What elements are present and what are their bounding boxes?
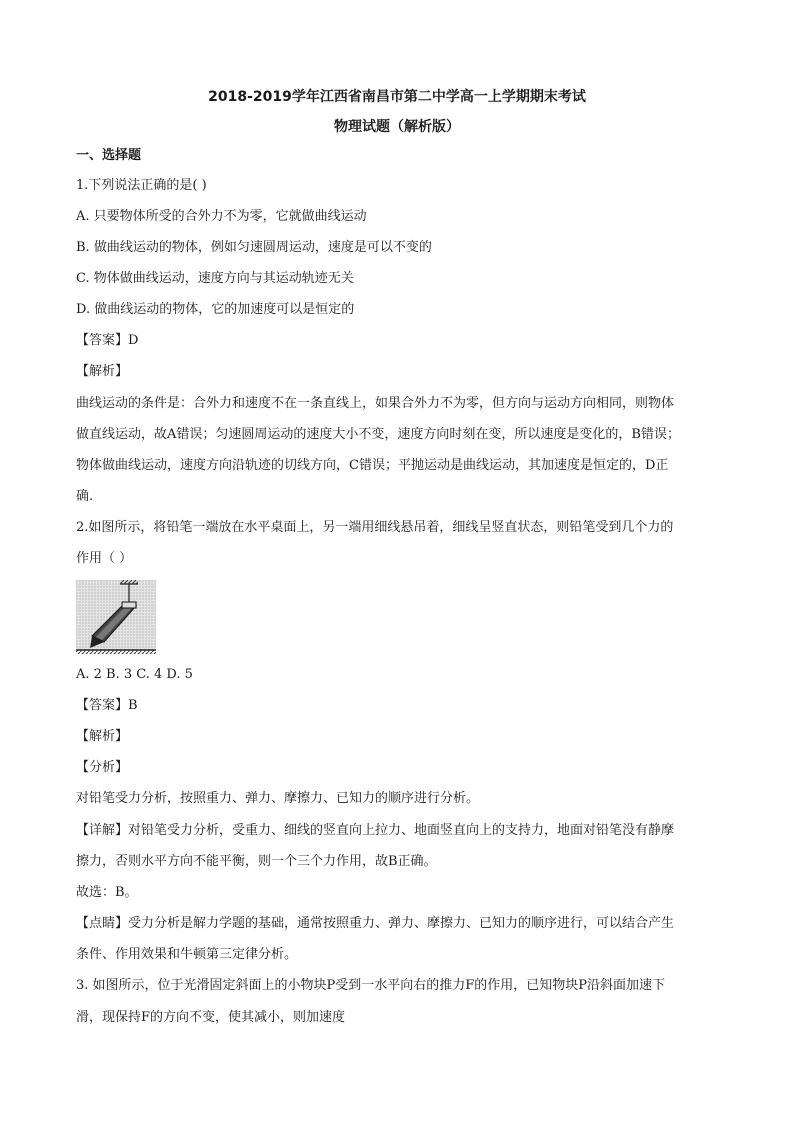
q2-analysis-label: 【解析】 <box>76 729 129 744</box>
q2-stem: 2.如图所示，将铅笔一端放在水平桌面上，另一端用细线悬吊着，细线呈竖直状态，则铅笔受到几个力的 <box>76 520 674 535</box>
q1-analysis-line: 物体做曲线运动，速度方向沿轨迹的切线方向，C错误；平抛运动是曲线运动，其加速度是恒定的，D正 <box>76 458 669 473</box>
q2-detail-line: 擦力，否则水平方向不能平衡，则一个三个力作用，故B正确。 <box>76 854 437 869</box>
q1-option-c: C. 物体做曲线运动，速度方向与其运动轨迹无关 <box>76 271 354 286</box>
q2-dianjing-line: 条件、作用效果和牛顿第三定律分析。 <box>76 947 298 962</box>
q2-options: A. 2 B. 3 C. 4 D. 5 <box>76 667 193 682</box>
section-heading: 一、选择题 <box>76 148 142 163</box>
q1-option-a: A. 只要物体所受的合外力不为零，它就做曲线运动 <box>76 209 367 224</box>
q1-option-d: D. 做曲线运动的物体，它的加速度可以是恒定的 <box>76 302 355 317</box>
q1-analysis-line: 确. <box>76 489 94 504</box>
document-subtitle: 物理试题（解析版） <box>334 119 460 135</box>
q1-option-b: B. 做曲线运动的物体，例如匀速圆周运动，速度是可以不变的 <box>76 240 432 255</box>
q2-answer: 【答案】B <box>76 698 138 713</box>
q1-analysis-line: 做直线运动，故A错误；匀速圆周运动的速度大小不变，速度方向时刻在变，所以速度是变化的，B错误； <box>76 427 680 442</box>
q1-analysis-label: 【解析】 <box>76 364 129 379</box>
q2-stem: 作用（ ） <box>76 551 133 566</box>
q2-fenxi-label: 【分析】 <box>76 760 129 775</box>
q1-analysis-line: 曲线运动的条件是：合外力和速度不在一条直线上，如果合外力不为零，但方向与运动方向相同，则物体 <box>76 396 675 411</box>
q2-choice: 故选：B。 <box>76 885 138 900</box>
q3-stem: 滑，现保持F的方向不变，使其减小，则加速度 <box>76 1010 346 1025</box>
document-title: 2018-2019学年江西省南昌市第二中学高一上学期期末考试 <box>208 89 586 105</box>
q2-fenxi-text: 对铅笔受力分析，按照重力、弹力、摩擦力、已知力的顺序进行分析。 <box>76 791 480 806</box>
q2-detail-line: 【详解】对铅笔受力分析，受重力、细线的竖直向上拉力、地面竖直向上的支持力，地面对铅笔没有静摩 <box>76 823 675 838</box>
q1-stem: 1.下列说法正确的是( ) <box>76 178 207 193</box>
q3-stem: 3. 如图所示，位于光滑固定斜面上的小物块P受到一水平向右的推力F的作用，已知物块P沿斜面加速下 <box>76 978 666 993</box>
q1-answer: 【答案】D <box>76 333 139 348</box>
q2-dianjing-line: 【点睛】受力分析是解力学题的基础，通常按照重力、弹力、摩擦力、已知力的顺序进行，可以结合产生 <box>76 916 675 931</box>
pencil-figure <box>76 580 156 654</box>
